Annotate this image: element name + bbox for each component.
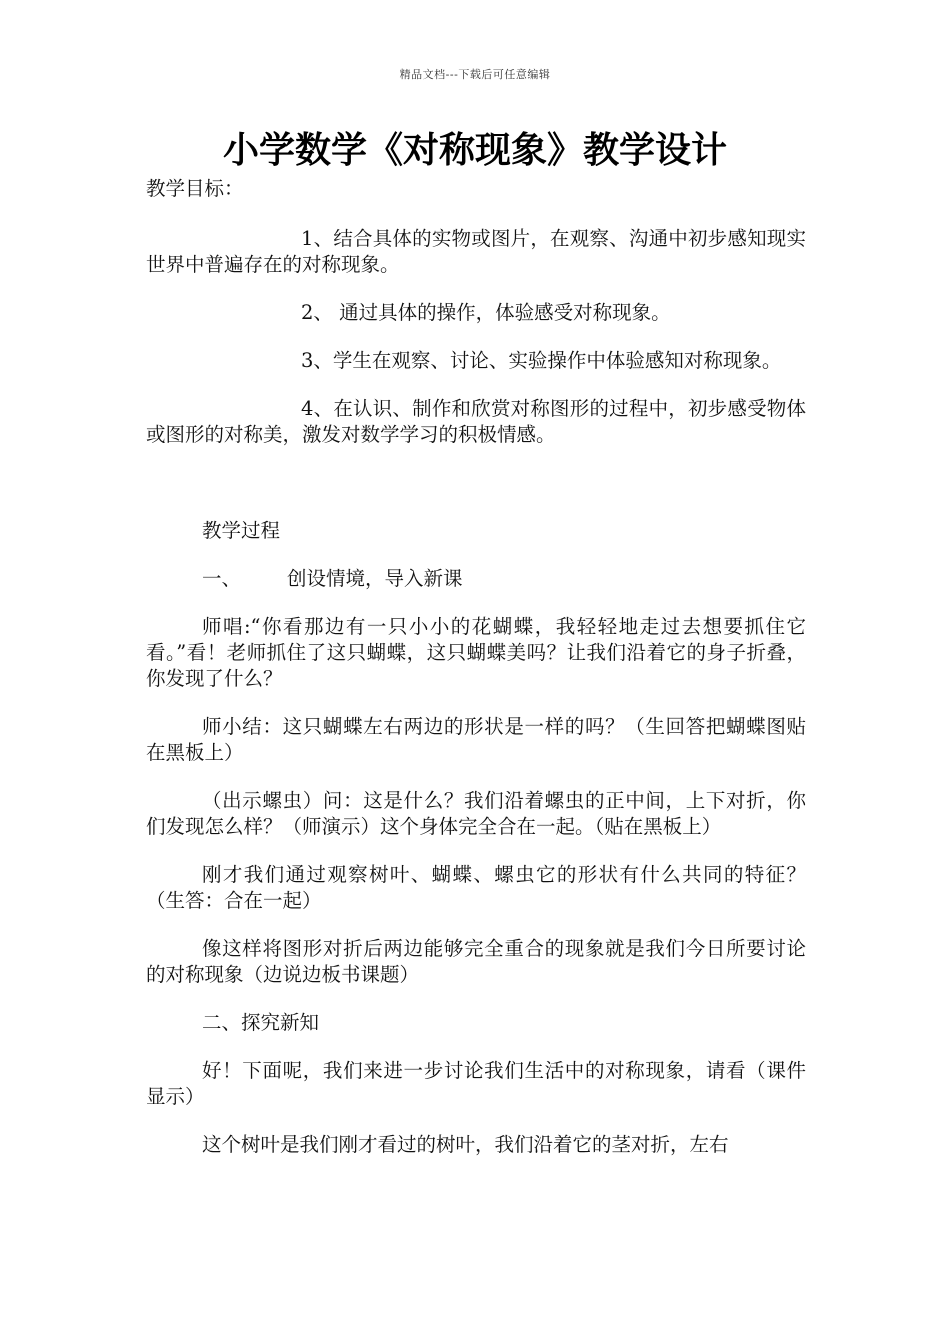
section-1-heading <box>146 566 806 592</box>
section-1-number: 一、 <box>202 567 242 590</box>
section-1-title: 创设情境，导入新课 <box>287 567 463 590</box>
goal-item-2: 2、 通过具体的操作，体验感受对称现象。 <box>301 301 671 324</box>
page-header: 精品文档---下载后可任意编辑 <box>399 68 551 81</box>
goals-label: 教学目标： <box>146 177 244 200</box>
paragraph-1: 师唱:“你看那边有一只小小的花蝴蝶，我轻轻地走过去想要抓住它看。”看！老师抓住了这只蝴蝶，这只蝴蝶美吗？让我们沿着它的身子折叠，你发现了什么？ <box>146 615 806 690</box>
paragraph-3: （出示螺虫）问：这是什么？我们沿着螺虫的正中间，上下对折，你们发现怎么样？（师演示）这个身体完全合在一起。（贴在黑板上） <box>146 789 806 838</box>
process-label: 教学过程 <box>202 519 281 542</box>
paragraph-7: 这个树叶是我们刚才看过的树叶，我们沿着它的茎对折，左右 <box>202 1133 729 1156</box>
document-body <box>146 176 806 1158</box>
paragraph-5: 像这样将图形对折后两边能够完全重合的现象就是我们今日所要讨论的对称现象（边说边板书课题） <box>146 937 806 986</box>
goal-item-1: 1、结合具体的实物或图片，在观察、沟通中初步感知现实世界中普遍存在的对称现象。 <box>146 227 806 276</box>
goal-item-3: 3、学生在观察、讨论、实验操作中体验感知对称现象。 <box>301 349 782 372</box>
paragraph-2: 师小结：这只蝴蝶左右两边的形状是一样的吗？（生回答把蝴蝶图贴在黑板上） <box>146 715 806 764</box>
section-2-heading: 二、探究新知 <box>202 1011 320 1034</box>
goal-item-4: 4、在认识、制作和欣赏对称图形的过程中，初步感受物体或图形的对称美，激发对数学学习的积极情感。 <box>146 397 806 446</box>
paragraph-6: 好！下面呢，我们来进一步讨论我们生活中的对称现象，请看（课件显示） <box>146 1059 806 1108</box>
paragraph-4: 刚才我们通过观察树叶、蝴蝶、螺虫它的形状有什么共同的特征？（生答：合在一起） <box>146 863 806 912</box>
document-title: 小学数学《对称现象》教学设计 <box>222 130 727 171</box>
